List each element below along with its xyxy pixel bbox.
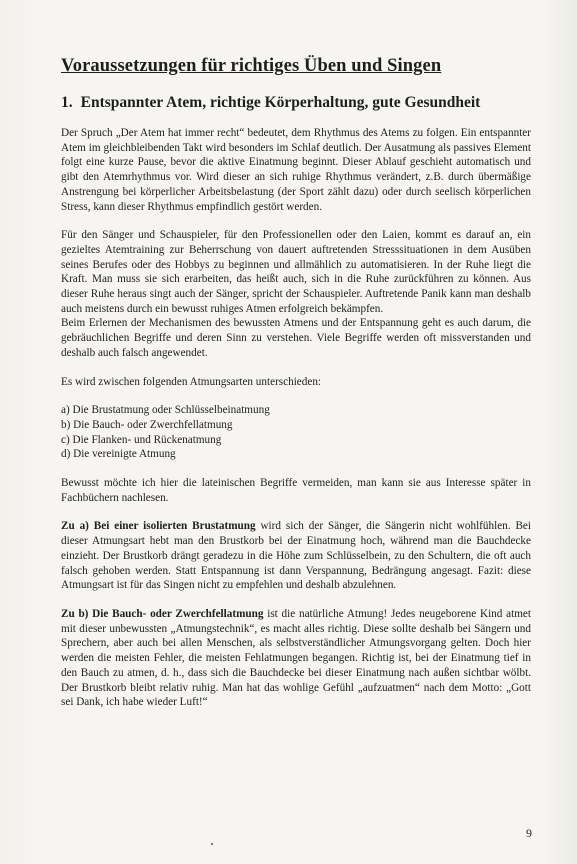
paragraph-brustatmung xyxy=(61,519,531,593)
list-item: c) Die Flanken- und Rückenatmung xyxy=(61,433,222,446)
section-title: Entspannter Atem, richtige Körperhaltung, gute Gesundheit xyxy=(80,94,481,111)
breathing-types-list xyxy=(61,403,531,462)
list-item: a) Die Brustatmung oder Schlüsselbeinatmung xyxy=(61,404,270,417)
paragraph-body: ist die natürliche Atmung! Jedes neugeborene Kind atmet mit dieser unbewussten „Atmungstechnik“, es macht alles richtig. Diese sollte deshalb bei Sängern und Sprechern, aber auch bei allen Menschen, als selbstverständlicher Atmungsvorgang gelten. Doch hier werden die meisten Fehler, die meisten Fehlatmungen begangen. Richtig ist, bei der Einatmung tief in den Bauch zu atmen, d. h., dass sich die Bauchdecke bei dieser Einatmung nach außen sichtbar wölbt. Der Brustkorb bleibt relativ ruhig. Man hat das wohlige Gefühl „aufzuatmen“ nach dem Motto: „Gott sei Dank, ich habe wieder Luft!“ xyxy=(61,607,531,709)
page-number: 9 xyxy=(526,826,532,840)
paragraph-bauchatmung xyxy=(61,607,531,710)
paragraph-lead: Zu a) Bei einer isolierten Brustatmung xyxy=(61,520,256,533)
paragraph-saenger-schauspieler: Für den Sänger und Schauspieler, für den Professionellen oder den Laien, kommt es darauf an, ein gezieltes Atemtraining zur Beherrschung von dauert auftretenden Stresssituationen in dem Ausüben seines Berufes oder des Hobbys zu beginnen und allmählich zu automatisieren. In der Ruhe liegt die Kraft. Man muss sie sich erarbeiten, das heißt auch, sich in die Ruhe zurückführen zu können. Aus dieser Ruhe heraus singt auch der Sänger, spricht der Schauspieler. Auftretende Panik kann man deshalb auch meistens durch ein bewusst ruhiges Atmen erfolgreich bekämpfen. xyxy=(61,229,531,315)
paragraph-body: wird sich der Sänger, die Sängerin nicht wohlfühlen. Bei dieser Atmungsart hebt man den Brustkorb bei der Einatmung hoch, während man die Bauchdecke einzieht. Der Brustkorb drängt geradezu in die Höhe zum Schlüsselbein, zu den Schultern, die oft auch falsch gehoben werden. Statt Entspannung ist dann Verspannung, Bedrängung angesagt. Fazit: diese Atmungsart ist für das Singen nicht zu empfehlen und deshalb abzulehnen. xyxy=(61,520,531,592)
paragraph-atmungsarten-intro: Es wird zwischen folgenden Atmungsarten unterschieden: xyxy=(61,375,322,388)
paragraph-lead: Zu b) Die Bauch- oder Zwerchfellatmung xyxy=(61,607,264,620)
paragraph-atem-rhythmus: Der Spruch „Der Atem hat immer recht“ bedeutet, dem Rhythmus des Atems zu folgen. Ein entspannter Atem im gleichbleibenden Takt wird besonders im Schlaf deutlich. Der Ausatmung als passives Element folgt eine kurze Pause, bevor die aktive Einatmung beginnt. Dieser Ablauf geschieht automatisch und gibt den Atemrhythmus vor. Wird dieser an sich ruhige Rhythmus verändert, z.B. durch übermäßige Anstrengung bei körperlicher Arbeitsbelastung (der Sport zählt dazu) oder durch seelisch körperlichen Stress, kann dieser Rhythmus empfindlich gestört werden. xyxy=(61,127,531,213)
section-heading xyxy=(61,94,531,112)
list-item: d) Die vereinigte Atmung xyxy=(61,448,176,461)
section-number: 1. xyxy=(61,94,73,111)
scan-speck xyxy=(211,843,213,845)
paragraph-lateinische-begriffe: Bewusst möchte ich hier die lateinischen Begriffe vermeiden, man kann sie aus Interesse später in Fachbüchern nachlesen. xyxy=(61,477,531,504)
list-item: b) Die Bauch- oder Zwerchfellatmung xyxy=(61,418,233,431)
page-title: Voraussetzungen für richtiges Üben und Singen xyxy=(61,56,442,76)
paragraph-mechanismen: Beim Erlernen der Mechanismen des bewussten Atmens und der Entspannung geht es auch darum, die gebräuchlichen Begriffe und deren Sinn zu verstehen. Viele Begriffe werden oft missverstanden und deshalb auch falsch angewendet. xyxy=(61,317,531,359)
